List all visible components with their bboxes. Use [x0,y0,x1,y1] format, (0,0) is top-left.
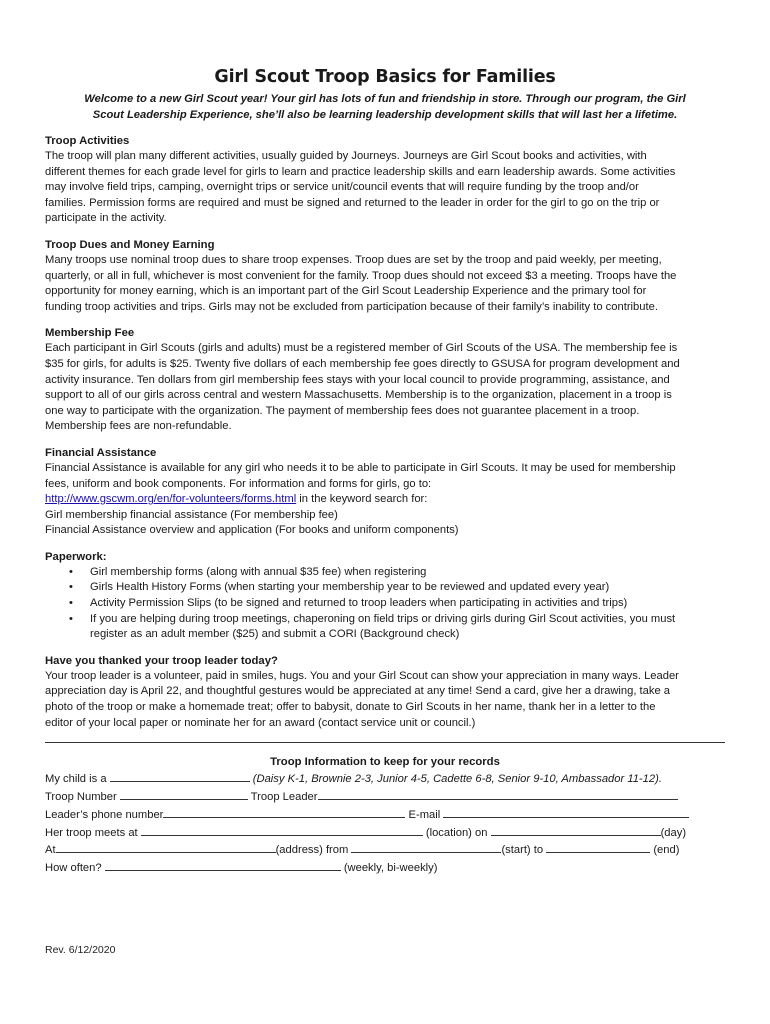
body-line: funding troop activities and trips. Girls may not be excluded from participation because of their family’s inability to contribute. [45,300,658,313]
body-line: one way to participate with the organization. The payment of membership fees does not guarantee placement in a troop. [45,404,640,417]
document-title: Girl Scout Troop Basics for Families [214,67,556,87]
section-body [45,341,725,435]
troop-leader-field[interactable] [318,788,678,800]
body-line: editor of your local paper or nominate her for an award (contact service unit or council.) [45,716,476,729]
form-row-child-level [45,770,725,788]
form-row-meeting [45,824,725,842]
meeting-location-field[interactable] [141,824,423,836]
list-item: • Girls Health History Forms (when starting your membership year to be reviewed and updated every year) [45,580,725,596]
field-label: (location) on [425,826,488,839]
paperwork-list [45,565,725,627]
section-divider [45,742,725,743]
troop-number-field[interactable] [120,788,248,800]
body-line: Each participant in Girl Scouts (girls and adults) must be a registered member of Girl Scouts of the USA. The membership fee is [45,342,678,355]
field-label: (end) [653,844,680,857]
field-label: (address) from [275,844,349,857]
form-row-troop [45,788,725,806]
field-label: Troop Number [45,791,117,804]
form-row-frequency [45,859,725,877]
body-line: support to all of our girls across central and western Massachusetts. Membership is to the organization, placement in a troop is [45,389,672,402]
body-line: Many troops use nominal troop dues to share troop expenses. Troop dues are set by the troop and paid weekly, per meeting, [45,253,662,266]
section-heading: Have you thanked your troop leader today? [45,654,278,667]
field-label: Her troop meets at [45,826,138,839]
section-heading: Troop Dues and Money Earning [45,238,215,251]
section-paperwork [45,549,725,643]
form-row-leader-contact [45,806,725,824]
list-item-continuation: register as an adult member ($25) and submit a CORI (Background check) [90,628,460,641]
body-line: families. Permission forms are required and must be signed and returned to the leader in order for the girl to go on the trip or [45,196,660,209]
level-options-text: (Daisy K-1, Brownie 2-3, Junior 4-5, Cadette 6-8, Senior 9-10, Ambassador 11-12). [252,773,662,786]
body-line: photo of the troop or make a homemade treat; offer to babysit, donate to Girl Scouts in her name, thank her in a letter to the [45,701,656,714]
field-label: (weekly, bi-weekly) [343,862,438,875]
forms-link[interactable]: http://www.gscwm.org/en/for-volunteers/forms.html [45,493,297,506]
body-line: The troop will plan many different activities, usually guided by Journeys. Journeys are Girl Scout books and activities, with [45,150,647,162]
field-label: How often? [45,862,102,875]
field-label: Troop Leader [250,791,318,804]
section-heading: Paperwork: [45,550,107,563]
intro-line: Scout Leadership Experience, she’ll also be learning leadership development skills that will last her a lifetime. [92,109,678,121]
section-heading: Troop Activities [45,135,130,147]
section-membership-fee [45,325,725,435]
list-item: • Activity Permission Slips (to be signed and returned to troop leaders when participating in activities and trips) [45,596,725,612]
body-line: activity insurance. Ten dollars from girl membership fees stays with your local council to provide programming, assistance, and [45,373,670,386]
revision-date: Rev. 6/12/2020 [45,944,116,956]
girl-level-field[interactable] [110,770,250,782]
records-form [45,754,725,877]
section-body [45,461,725,539]
section-financial-assistance [45,445,725,539]
section-troop-dues [45,237,725,315]
list-item: • Girl membership forms (along with annual $35 fee) when registering [45,565,725,581]
address-field[interactable] [56,841,276,853]
field-label: (start) to [501,844,544,857]
body-line: participate in the activity. [45,212,167,225]
body-line: Membership fees are non-refundable. [45,420,232,433]
section-heading: Membership Fee [45,327,135,340]
body-line: Financial Assistance overview and application (For books and uniform components) [45,524,459,537]
list-item: • If you are helping during troop meetings, chaperoning on field trips or driving girls during Girl Scout activities, you must [45,612,725,628]
leader-phone-field[interactable] [163,806,405,818]
start-time-field[interactable] [351,841,501,853]
document-content [45,66,725,877]
section-thank-leader [45,653,725,731]
field-label: My child is a [45,773,107,786]
body-line: quarterly, or all in full, whichever is most convenient for the family. Troop dues should not exceed $3 a meeting. Troops have the [45,269,677,282]
body-line: may involve field trips, camping, overnight trips or service unit/council events that will require funding by the troop and/or [45,181,639,194]
section-body [45,253,725,315]
field-label: At [45,844,56,857]
body-line: $35 for girls, for adults is $25. Twenty five dollars of each membership fee goes directly to GSUSA for program development and [45,357,680,370]
body-line: opportunity for money earning, which is an important part of the Girl Scout Leadership Experience and the primary tool for [45,285,647,298]
field-label: E-mail [408,808,441,821]
intro-line: Welcome to a new Girl Scout year! Your girl has lots of fun and friendship in store. Through our program, the Girl [84,93,686,105]
section-troop-activities [45,133,725,227]
field-label: (day) [660,826,687,839]
field-label: Leader’s phone number [45,808,164,821]
body-line: Financial Assistance is available for any girl who needs it to be able to participate in Girl Scouts. It may be used for membership [45,461,676,474]
body-line: appreciation day is April 22, and thoughtful gestures would be appreciated at any time! Send a card, give her a drawing, take a [45,685,671,698]
meeting-day-field[interactable] [491,824,661,836]
intro-text [51,91,719,123]
body-line: fees, uniform and book components. For information and forms for girls, go to: [45,477,432,490]
end-time-field[interactable] [546,841,650,853]
form-row-address-time [45,841,725,859]
section-body [45,669,725,731]
link-suffix-text: in the keyword search for: [296,493,428,506]
records-heading: Troop Information to keep for your records [270,756,500,769]
body-line: different themes for each grade level for girls to learn and practice leadership skills and earn leadership awards. Some activities [45,165,676,178]
body-line-with-link [45,492,725,508]
section-heading: Financial Assistance [45,446,157,459]
body-line: Your troop leader is a volunteer, paid in smiles, hugs. You and your Girl Scout can show your appreciation in many ways. Leader [45,669,679,682]
leader-email-field[interactable] [443,806,689,818]
section-body [45,149,725,227]
body-line: Girl membership financial assistance (For membership fee) [45,508,338,521]
meeting-frequency-field[interactable] [105,859,341,871]
